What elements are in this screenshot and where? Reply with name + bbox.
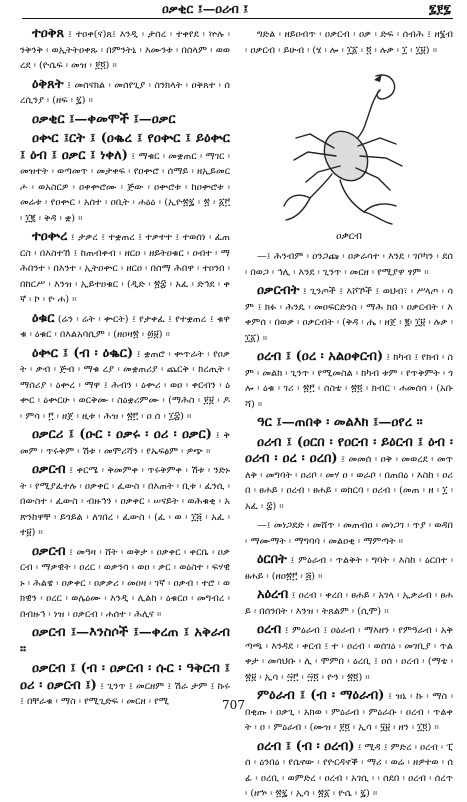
- entry-headword: ዕቍር ፤ (ብ ፡ ዕቈር): [32, 345, 134, 361]
- entry-definition: ፤ ተዐቀ(ና)ጸ፤ እንዲ ፡ ታሰረ ፡ ተቀየደ ፡ ኵሉ ፡ ንቅንቅ ፡ ወኢትትዐቀጹ ፡ በምንትኒ ፡ እሙንቱ ፡ በሰላም ፡ ወወረደ ፡ (ዮሴፍ ፡ መዝ ፡ ፻፬) ።: [20, 29, 230, 71]
- entry-headword: ተዐቍረ: [32, 229, 68, 244]
- entry-definition: —፤ ሕንብም ፡ ዐንጋጩ ፡ ዐቃራሳተ ፡ እንደ ፡ ገቦካን ፡ ደሰ ፡ በወጋ ፡ ኅሊ ፡ እንደ ፡ ጊንጥ ፡ መርዘ ፡ የሚያዋ ፃም ።: [245, 251, 453, 278]
- dictionary-entry: [245, 415, 453, 432]
- dictionary-entry: [245, 739, 453, 802]
- header-page-marker: ፯፻፯: [428, 1, 451, 16]
- entry-headword: ዐሪብ ፤ (ዐርበ ፡ የዐርብ ፡ ይዕርብ ፤ ዕብ ፡ ዐሪብ ፡ ዐረ ፡ ዐረበ): [245, 434, 453, 466]
- dictionary-entry: [20, 462, 230, 541]
- dictionary-entry: [20, 26, 230, 74]
- entry-definition: ፤ ቀርሜ ፡ ቅመምቀ ፡ ጥሩቅምቀ ፡ ሽቱ ፡ ንድኑት ፡ የሚያፈተሉ ፡ ዐቃቀር ፡ ፈውስ ፡ በእጠት ፡ ቢቱ ፡ ፈንሲ ፡ በውስተ ፡ ፈውስ ፡ ብዙኅን ፡ ዐቃቀር ፡ ሠናይት ፡ ወሕቁቂ ፡ አጽንከዋቸ ፡ ይጎይል ፡ ለገበረ ፡ ፈውስ ፡ (ፈ ፡ ወ ፡ ፲፭ ፡ አፈ ፡ ተ፱) ።: [20, 465, 230, 538]
- entry-definition: ፤ ሚዳ ፤ ምድረ ፡ ዐረብ ፡ ፒሰ ፡ ዕንበዕ ፡ የሴኖው ፡ የዮርዳኖቕ ፡ ማሪ ፡ ወሬ ፡ ዘዎተወ ፡ ሰፊ ፡ ዐረቢ ፡ ወምድረ ፡ ዐረብ ፡ አገሲ ፡ ፡ ሰደበ ፡ ዐረብ ፡ ሰረጥ ፡ (ዘኍ ፡ ፳፯ ፡ ኢሳ ፡ ፳፩ ፡ ዮሴ ፡ ፯) ።: [245, 741, 453, 799]
- entry-headword: ዐቃርብ: [32, 543, 66, 559]
- entry-definition: (ሬን ፡ ሬት ፡ ቍርት) ፤ የታቀፈ ፤ የተቋጠረ ፤ ቁዋቁ ፡ ዕቁር ፡ በእልአባሲም ፡ (ዘዐዛ፳ ፡ ፴፱) ።: [20, 313, 230, 340]
- entry-headword: ምዕራብ ፤ (ብ ፡ ማዕራብ): [257, 688, 385, 703]
- entry-definition: ፤ መሰናክል ፡ መሰየጊያ ፡ ስንክላት ፡ ዐቅጸተ ፡ ሰረሲንያ ፡ (ዘፍ ፡ ፯) ።: [20, 79, 230, 106]
- entry-definition: ፤ ክካብ ፤ የክብ ፡ ስም ፡ መልክ ፡ ጊንጥ ፡ የሚመስል ፡ ክካብ ቱም ፡ የጥቅምት ፡ ጎሎ ፡ ዕቁ ፡ ገሪ ፡ ፳፫ ፡ ሰስቴ ፡ ፳፬ ፡ ክብር ፡ ሐመሰሳ ፡ (አቡሻ) ።: [245, 352, 454, 410]
- entry-definition: ፤ ዐረብ ፡ ቀረበ ፡ ፀሐይ ፡ አገላ ፡ ኢቃራብ ፡ ፀሐይ ፡ በሰንበት ፡ እንዝ ፡ ትጸልም ፡ (ሲሞ) ።: [245, 590, 453, 617]
- dictionary-entry: [245, 587, 453, 619]
- entry-definition: ፤ ታቃረ ፤ ተቋጠረ ፤ ተቃተተ ፤ ተወሰነ ፡ ፈጠርስ ፡ በእስተኸ ፤ ከጠብቀብ ፡ ዘርዐ ፡ ዘይትዐቁር ፡ ዐብተ ፡ ማሕበንተ ፡ በእንተ ፡ ኢትዐቍር ፡ ዘርዐ ፡ በሰማ ሕበዋ ፡ ተዐንበ ፡ በከርሥ ፡ እንዝ ፡ ኢይተዐቁር ፡ (ዲድ ፡ ፳፰ ፡ አፈ ፡ ድኅደ ፡ ቀኛ ፡ ኮ ፡ ዮ ሐ) ።: [20, 232, 230, 305]
- dictionary-entry: [245, 283, 453, 346]
- running-header: [22, 0, 453, 19]
- right-column: [245, 26, 454, 799]
- entry-headword: ዓር ፤—ጠበቀ ፡ መልእክ ፤—ዐየረ ።: [257, 415, 423, 430]
- entry-definition: ፤ ዝኒ ፡ ኩ ፡ ማስ ፡ በቂጡ ፡ ዐቃጊ ፡ አክወ ፡ ምዕራብ ፡ ምዕራቡ ፡ ዐረብ ፡ ጥልቀት ፡ ዐ ፡ ምዕራብ ፡ (ሙዝ ፡ ፻፬ ፡ ኢሳ ፡ ፶፱ ፡ ዘን ፡ ፲፬) ።: [245, 691, 453, 733]
- entry-definition: ፤ ጊንጥ ፤ መርዘም ፤ ሽራ ታም ፤ ኩሩ ፤ በቸራቁ ፡ ማስ ፡ የሚጊድፍ ፡ መርዘ ፡ የሚ: [20, 680, 230, 707]
- dictionary-entry: [20, 427, 230, 459]
- entry-headword: ዕርበት: [257, 552, 287, 567]
- entry-definition: ፤ ማቁር ፡ መቋጠር ፡ ማገር ፡ መዝተት ፡ ወጣመጥ ፡ መታቀፍ ፡ የዐቍሮ ፡ ሰማይ ፡ ዘኢይመርሖ ፡ ወአስርዎ ፡ ዐቀቍሮሙ ፡ ጅው ፡ ዐቍሮቱ ፡ ከዐቍሮቱ ፡ መሬቱ ፡ የዐቍር ፡ አሰተ ፡ ዐቢት ፡ ሐዕዕ ፡ (ኢዮ፳፯ ፡ ፳ ፡ ፩፫ ፡ ፲፪ ፡ ቅዳ ፡ ቋ) ።: [20, 150, 230, 224]
- entry-headword: ተዐቅጸ: [32, 26, 65, 41]
- scorpion-illustration: [274, 64, 424, 229]
- entry-headword: ዐቃርብ: [32, 462, 66, 477]
- dictionary-entry: [20, 131, 230, 226]
- entry-definition: ግድል ፡ ዘይዐብጥ ፡ ዐቃርብ ፡ ዐቃ ፡ ድፍ ፡ ሰብሕ ፤ ዘ፮ብ ፡ ዐቃርብ ፡ ይሁብ ፡ (ሄ ፡ ሎ ፡ ፲፩ ፡ ፬ ፡ ሉቃ ፡ ፲ ፡ ፲፱) ።: [245, 29, 453, 56]
- dictionary-entry: [20, 311, 230, 343]
- entry-definition: ፤ ቋጠሮ ፡ ቍጥራት ፡ የዐቃት ፡ ቃብ ፡ ጅብ ፡ ማቁ ረያ ፡ መቋጠሪያ ፡ ጨርቅ ፡ ክረጢት ፡ ማሰሪያ ፡ ዕቍረ ፡ ማዋ ፤ ሕብን ፡ ዕቍሪ ፡ ወዐ ፡ ቀርብን ፡ ዕቍር ፡ ዕቍርሁ ፡ ወርቅሙ ፡ ስዕቋሪምሙ ፡ (ማሕስ ፡ ፻፱ ፡ ዶ ፡ ምሳ ፡ ፫ ፡ ዘጀ ፡ ዚቱ ፡ ሕዝ ፡ ፳፫ ፡ ዐ ሰ ፡ ፲፰) ።: [20, 348, 230, 422]
- dictionary-entry: [245, 622, 453, 685]
- entry-definition: ፤ ምዕራብ ፡ ጥልቅት ፡ ግባት ፡ እስከ ፡ ዕርበተ ፡ ፀሐይ ፡ (ዘዐ፳፫ ፡ ፭) ።: [245, 555, 453, 582]
- entry-headword: ዐቃርብ ፤ (ብ ፡ ዐቃርብ ፡ ሱር ፡ ዓቅርብ ፤ ዐሪ ፡ ዐቃርብ ፤): [20, 661, 230, 693]
- entry-headword: ዐረብ ፤ (ዐረ ፡ አልዐቀርብ): [257, 349, 384, 364]
- entry-definition: ፤ ምዕራብ ፤ ዐዕራብ ፡ ማእዘን ፡ የምዓራብ ፡ አቅጣጫ ፡ እንዳደ ፡ ቀርብ ፤ ተ ፡ ዐረብ ፡ ወሰገዕ ፡ መገቢያ ፡ ጥልቀታ ፡ መሳህቡ ፡ ሊ ፡ ሞምበ ፡ ዕረቢ ፤ ዐሰ ፡ ዐረብ ፡ (ማቴ ፡ ፳፱ ፡ ኢሳ ፡ ፵፫ ፡ ፵፬ ፡ ዮን ፡ ፳፬) ።: [245, 625, 453, 683]
- dictionary-entry: [245, 26, 453, 58]
- entry-headword: ዐቃርብ ፤—እንስሶች ፤—ቀረጠ ፤ አቅራብ ።: [20, 625, 230, 657]
- entry-headword: ዐረብ: [257, 622, 282, 637]
- entry-definition: ፤ መመሰ ፡ ዐቅ ፡ መወረደ ፡ መጥለቅ ፡ መግባት ፡ ዐሪቦ ፡ መሃ ዐ ፡ ወራቦ ፡ በጠበዕ ፡ እስከ ፡ ዐሪበ ፡ ፀሐይ ፡ ዐረብ ፡ ፀሐይ ፡ ወክርባ ፡ ዐሪብ ፡ (መጠ ፡ ዘ ፡ ፲ ፡ አፈ ፡ ፰) ።: [245, 454, 453, 512]
- entry-definition: —፤ መነጋደድ ፡ መሸጥ ፡ መጠብዐ ፡ መነጋገ ፡ ጥያ ፡ ወዳበ ፡ ማሙማት ፡ ማግባባ ፡ መልዐቂ ፡ ማምጣት ።: [245, 520, 453, 547]
- dictionary-entry: [20, 544, 230, 623]
- dictionary-entry: [20, 625, 230, 658]
- page-number: 707: [222, 698, 245, 712]
- entry-headword: ዐቍር ፤ርት ፤ (ዐቈረ ፤ የዐቍር ፤ ይዕቍር ፤ ዕብ ፤ ዐቃር ፤ ነቀለ): [20, 131, 230, 163]
- entry-headword: ዕቁር: [32, 310, 55, 326]
- dictionary-entry: [20, 112, 230, 129]
- left-column: [20, 26, 230, 707]
- entry-headword: ዐረብ ፤ (ብ ፡ ዐረብ): [257, 738, 355, 754]
- entry-definition: ፤ መዓዛ ፡ ሸት ፡ ወቅታ ፡ ዐቃቀር ፡ ቀርቤ ፡ ዐቃርብ ፡ ማቃዊት ፡ ዐረር ፡ ወቃንሳ ፡ ወዐ ፡ ቃር ፡ ወዕስተ ፡ ፍሃዊኑ ፡ ሕልዌ ፡ ዐቃቀር ፡ ዐቃቃሪ ፡ መዐዛ ፡ ገኛ ፡ ዐቃብ ፡ ተሮ ፡ ወክዊን ፡ ዐረር ፡ ወሌዕሙ ፡ እንዲ ፡ ሊልከ ፡ ዕቁርዐ ፡ መግብረ ፡ በብዙኅ ፡ ነዝ ፡ ዐቃርብ ፡ ሐሰተ ፡ ሕሊና ።: [20, 546, 230, 620]
- dictionary-entry: [245, 435, 453, 515]
- dictionary-entry: [20, 229, 230, 308]
- dictionary-entry: [245, 248, 453, 280]
- entry-headword: ዕቅጸት: [32, 76, 64, 92]
- entry-headword: አዕረብ: [257, 587, 289, 602]
- header-title: ዐቃቂር ፤—ዐሪብ ፤: [162, 1, 249, 16]
- dictionary-entry: [245, 349, 453, 412]
- entry-definition: ፤ ቅመም ፡ ጥሩቅም ፡ ሽቱ ፡ መሞሪሻን ፡ የኤፍፅም ፡ ዎጭ ።: [20, 430, 230, 457]
- dictionary-entry: [20, 346, 230, 425]
- dictionary-entry: [20, 77, 230, 109]
- entry-headword: ዐቃቂር ፤—ቀመሞች ፤—ዐቃር: [32, 111, 176, 127]
- entry-headword: ዐቃርሪ ፤ (ዑር ፡ ዐቃሩ ፡ ዐሪ ፡ ዐቃር): [32, 427, 212, 442]
- entry-headword: ዐቃርብት: [257, 283, 300, 298]
- entry-definition: ፤ ጊንጦች ፤ እሾኾች ፤ ወህብ፣ ፡ ሥላጦ ፡ ሳም ፤ ክፉ ፡ ሕንዴ ፡ መዐፍርድንስ ፡ ማሕ ክበ ፡ ዐቃርብት ፡ እቀምሰ ፡ በወቃ ፡ ዐቃርብት ፡ (ቅዳ ፡ ሔ ፡ ዘጀ ፡ ፪፡ ፲፱ ፡ ሉቃ ፡ ፲፩) ።: [245, 286, 453, 344]
- dictionary-entry: [245, 552, 453, 584]
- dictionary-entry: [245, 517, 453, 549]
- figure-caption: ዐቃርብ: [336, 231, 362, 242]
